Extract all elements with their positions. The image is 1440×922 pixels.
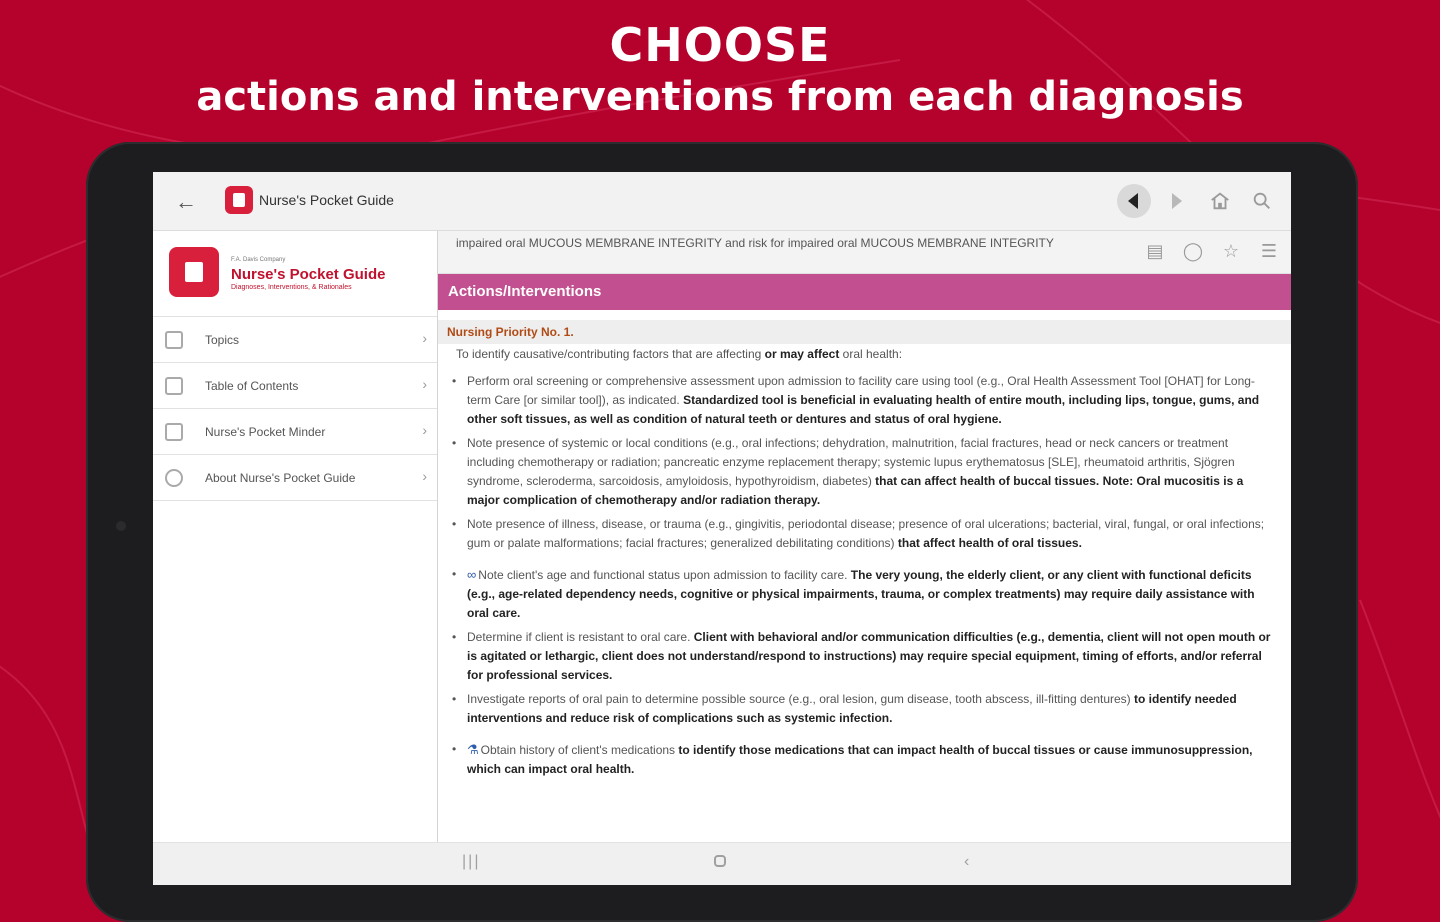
book-icon bbox=[165, 377, 183, 395]
item-rationale: Standardized tool is beneficial in evaluating health of entire mouth, including lips, tongue, gums, and other soft tissues, as well as condition of natural teeth or dentures and status of oral hygiene. bbox=[467, 393, 1260, 426]
sidebar-menu bbox=[153, 316, 437, 501]
sidebar-item-label: Topics bbox=[205, 332, 240, 347]
next-page-button[interactable] bbox=[1165, 186, 1189, 216]
top-app-bar bbox=[153, 172, 1291, 231]
item-text: Note presence of illness, disease, or trauma (e.g., gingivitis, periodontal disease; presence of oral ulcerations; bacterial, viral, fungal, or oral infections; gum or palate malformations; facial fractures; generalized debilitating conditions) bbox=[467, 517, 1265, 550]
item-text: Obtain history of client's medications bbox=[480, 743, 679, 757]
generations-icon: ∞ bbox=[467, 567, 477, 582]
notes-icon[interactable]: ▤ bbox=[1146, 240, 1164, 261]
home-button[interactable] bbox=[1205, 186, 1235, 216]
item-text: Note client's age and functional status upon admission to facility care. bbox=[478, 568, 851, 582]
list-item bbox=[452, 628, 1278, 685]
arrow-left-icon[interactable]: ← bbox=[175, 189, 197, 214]
list-item bbox=[452, 372, 1278, 429]
list-item bbox=[452, 515, 1278, 553]
list-item bbox=[452, 565, 1278, 623]
list-item bbox=[452, 740, 1278, 779]
sidebar-item-label: Nurse's Pocket Minder bbox=[205, 424, 326, 439]
sidebar-item-topics[interactable] bbox=[153, 316, 437, 362]
document-header bbox=[438, 231, 1291, 274]
recent-apps-icon[interactable]: ||| bbox=[462, 853, 481, 870]
bookmark-box-icon bbox=[165, 423, 183, 441]
list-edit-icon[interactable]: ☰ bbox=[1260, 240, 1278, 261]
sidebar-item-pocket-minder[interactable] bbox=[153, 408, 437, 454]
logo-title: Nurse's Pocket Guide bbox=[231, 266, 386, 283]
nurse-guide-logo-icon bbox=[169, 247, 219, 297]
content-pane bbox=[438, 231, 1291, 842]
document-toolbar bbox=[1143, 239, 1281, 263]
logo-subtitle: Diagnoses, Interventions, & Rationales bbox=[231, 284, 352, 291]
search-button[interactable] bbox=[1247, 186, 1277, 216]
item-text: Note presence of systemic or local conditions (e.g., oral infections; dehydration, malnutrition, facial fractures, head or neck cancers or treatment including chemotherapy or radiation; pancreatic enzyme replacement therapy; systemic lupus erythematosus [SLE], rheumatoid arthritis, Sjögren syndrome, scleroderma, sarcoidosis, amyloidosis, hypothyroidism, diabetes) bbox=[467, 436, 1235, 488]
triangle-left-icon bbox=[1128, 193, 1138, 209]
list-item bbox=[452, 434, 1278, 510]
search-icon bbox=[1251, 190, 1273, 212]
sidebar-item-about[interactable] bbox=[153, 454, 437, 501]
list-icon bbox=[165, 331, 183, 349]
sidebar-item-label: About Nurse's Pocket Guide bbox=[205, 470, 356, 485]
promo-subtitle: actions and interventions from each diagnosis bbox=[196, 74, 1244, 120]
system-navigation-bar bbox=[153, 842, 1291, 885]
sidebar bbox=[153, 231, 438, 842]
brand-logo bbox=[169, 247, 429, 307]
item-rationale: to identify needed interventions and reduce risk of complications such as systemic infection. bbox=[467, 692, 1237, 725]
sidebar-item-table-of-contents[interactable] bbox=[153, 362, 437, 408]
app-screen bbox=[153, 172, 1291, 885]
promo-title: CHOOSE bbox=[609, 18, 831, 72]
interventions-list bbox=[452, 372, 1278, 784]
priority-desc-text: To identify causative/contributing factors that are affecting bbox=[456, 347, 765, 361]
logo-publisher: F.A. Davis Company bbox=[231, 257, 286, 263]
item-text: Investigate reports of oral pain to determine possible source (e.g., oral lesion, gum disease, tooth abscess, ill-fitting dentures) bbox=[467, 692, 1135, 706]
chevron-right-icon: › bbox=[422, 376, 427, 392]
promo-headline bbox=[0, 18, 1440, 122]
triangle-right-icon bbox=[1172, 193, 1182, 209]
item-rationale: The very young, the elderly client, or any client with functional deficits (e.g., age-related dependency needs, cognitive or physical impairments, trauma, or complex treatments) may require daily assistance with oral care. bbox=[467, 568, 1255, 620]
back-chevron-icon[interactable]: ‹ bbox=[964, 853, 970, 870]
app-title: Nurse's Pocket Guide bbox=[259, 192, 394, 208]
item-rationale: that affect health of oral tissues. bbox=[897, 536, 1082, 550]
document-title: impaired oral MUCOUS MEMBRANE INTEGRITY and risk for impaired oral MUCOUS MEMBRANE INTEGRITY bbox=[456, 236, 1054, 250]
priority-desc-end: oral health: bbox=[839, 347, 903, 361]
chevron-right-icon: › bbox=[422, 422, 427, 438]
item-rationale: that can affect health of buccal tissues. Note: Oral mucositis is a major complication of chemotherapy and/or radiation therapy. bbox=[467, 474, 1244, 507]
item-rationale: to identify those medications that can impact health of buccal tissues or cause immunosuppression, which can impact oral health. bbox=[467, 743, 1253, 776]
item-rationale: Client with behavioral and/or communication difficulties (e.g., dementia, client will not open mouth or is agitated or lethargic, client does not understand/respond to instructions) may require special equipment, timing of efforts, and/or referral for professional services. bbox=[467, 630, 1271, 682]
chevron-right-icon: › bbox=[422, 330, 427, 346]
priority-desc-bold: or may affect bbox=[764, 347, 840, 361]
home-icon bbox=[1209, 190, 1231, 212]
tag-icon[interactable]: ◯ bbox=[1182, 240, 1204, 261]
star-icon[interactable]: ☆ bbox=[1222, 240, 1240, 261]
chevron-right-icon: › bbox=[422, 468, 427, 484]
app-logo-icon bbox=[225, 186, 253, 214]
nursing-priority-description bbox=[456, 347, 902, 361]
section-header: Actions/Interventions bbox=[438, 274, 1291, 310]
home-circle-icon[interactable] bbox=[714, 855, 726, 867]
item-text: Perform oral screening or comprehensive assessment upon admission to facility care using tool (e.g., Oral Health Assessment Tool [OHAT] for Long-term Care [or similar tool]), as indicated. bbox=[467, 374, 1255, 407]
previous-page-button[interactable] bbox=[1117, 184, 1151, 218]
list-item bbox=[452, 690, 1278, 728]
item-text: Determine if client is resistant to oral care. bbox=[467, 630, 694, 644]
medication-icon: ⚗ bbox=[467, 742, 479, 757]
sidebar-item-label: Table of Contents bbox=[205, 378, 299, 393]
nursing-priority-heading: Nursing Priority No. 1. bbox=[438, 320, 1291, 344]
tablet-camera bbox=[116, 521, 126, 531]
info-icon bbox=[165, 469, 183, 487]
